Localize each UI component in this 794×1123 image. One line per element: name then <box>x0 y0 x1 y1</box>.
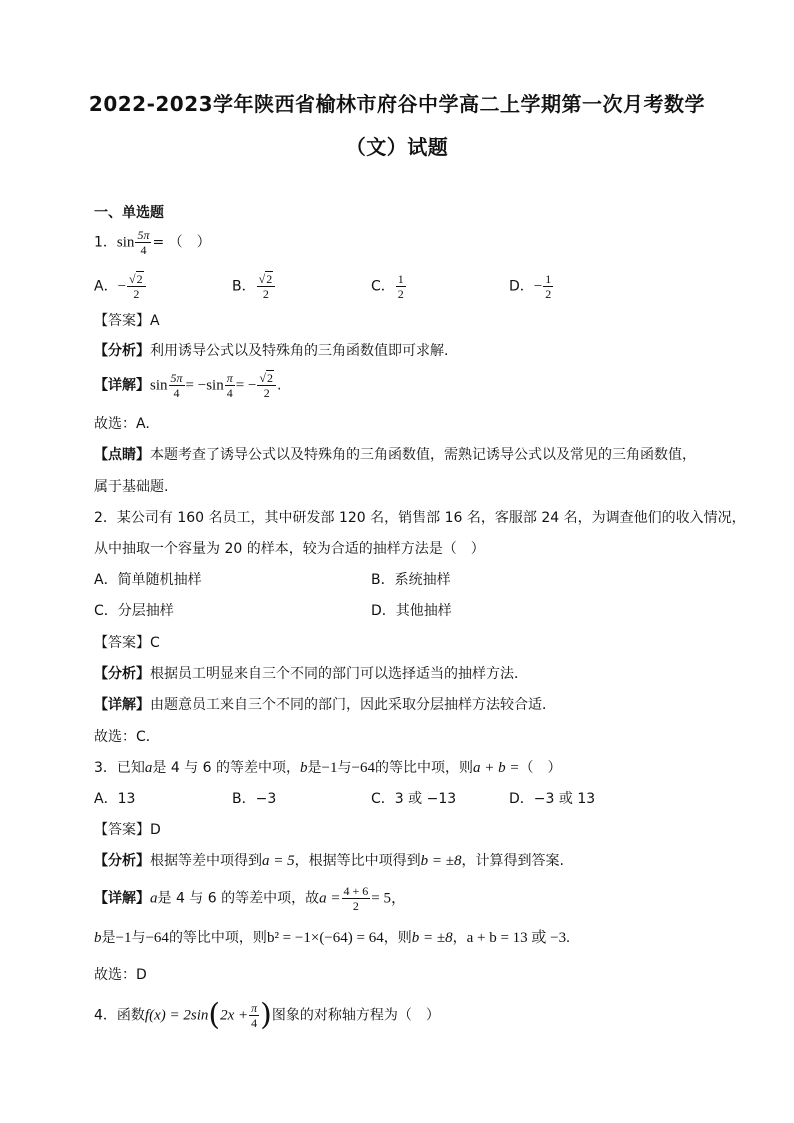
document-title-line-1: 2022-2023学年陕西省榆林市府谷中学高二上学期第一次月考数学 <box>88 92 706 116</box>
question-4-stem: 4．函数f(x) = 2sin(2x + $\frac{\pi}{4}$ )图象的对称轴方程为（ ） <box>94 997 440 1033</box>
question-tail: = （ ） <box>152 234 211 251</box>
question-1-stem <box>94 228 211 257</box>
question-1-comment-line-2: 属于基础题. <box>94 479 169 495</box>
section-heading: 一、单选题 <box>94 205 164 221</box>
question-1-choose: 故选：A. <box>94 416 150 432</box>
question-2-choose: 故选：C． <box>94 729 160 745</box>
question-2-option-c: C．分层抽样 <box>94 603 174 619</box>
option-d: D．− $\frac{1}{2}$ <box>509 272 552 301</box>
question-3-analysis: 【分析】根据等差中项得到a = 5，根据等比中项得到b = ±8，计算得到答案. <box>94 853 564 869</box>
question-1-analysis: 【分析】利用诱导公式以及特殊角的三角函数值即可求解. <box>94 343 449 359</box>
question-3-answer: 【答案】D <box>94 822 161 838</box>
question-number: 1． <box>94 234 117 251</box>
question-3-option-c: C．3 或 −13 <box>371 791 457 807</box>
question-3-choose: 故选：D <box>94 967 147 983</box>
question-1-options <box>94 268 694 304</box>
option-a: A．− $\frac{√2}{2}$ <box>94 272 147 301</box>
question-2-stem-line-1: 2．某公司有 160 名员工，其中研发部 120 名，销售部 16 名，客服部 24 名，为调查他们的收入情况， <box>94 510 746 526</box>
sin-function: sin <box>116 234 135 251</box>
question-3-detail: 【详解】a是 4 与 6 的等差中项，故a = $\frac{4 + 6}{2}$ = 5， <box>94 884 406 913</box>
question-2-answer: 【答案】C <box>94 635 160 651</box>
question-3-option-b: B．−3 <box>232 791 277 807</box>
question-3-stem: 3．已知a是 4 与 6 的等差中项，b是−1与−64的等比中项，则a + b =（ ） <box>94 760 562 776</box>
question-2-option-d: D．其他抽样 <box>371 603 452 619</box>
question-2-option-a: A．简单随机抽样 <box>94 572 202 588</box>
option-b: B． $\frac{√2}{2}$ <box>232 272 276 301</box>
fraction: $\frac{5\pi}{4}$ <box>137 228 150 257</box>
question-2-detail: 【详解】由题意员工来自三个不同的部门，因此采取分层抽样方法较合适． <box>94 697 556 713</box>
question-3-option-a: A．13 <box>94 791 136 807</box>
question-2-stem-line-2: 从中抽取一个容量为 20 的样本，较为合适的抽样方法是（ ） <box>94 541 485 557</box>
question-3-option-d: D．−3 或 13 <box>509 791 596 807</box>
question-3-detail-line-2: b是−1与−64的等比中项，则b² = −1×(−64) = 64，则b = ±8，a + b = 13 或 −3. <box>94 930 570 946</box>
document-title-line-2: （文）试题 <box>345 135 449 159</box>
question-2-analysis: 【分析】根据员工明显来自三个不同的部门可以选择适当的抽样方法． <box>94 666 528 682</box>
question-2-option-b: B．系统抽样 <box>371 572 451 588</box>
question-1-detail: 【详解】sin $\frac{5\pi}{4}$ = −sin $\frac{\pi}{4}$ = − $\frac{√2}{2}$ . <box>94 371 282 400</box>
question-1-answer: 【答案】A <box>94 313 160 329</box>
option-c: C． $\frac{1}{2}$ <box>371 272 404 301</box>
question-1-comment: 【点睛】本题考查了诱导公式以及特殊角的三角函数值，需熟记诱导公式以及常见的三角函数值， <box>94 447 696 463</box>
